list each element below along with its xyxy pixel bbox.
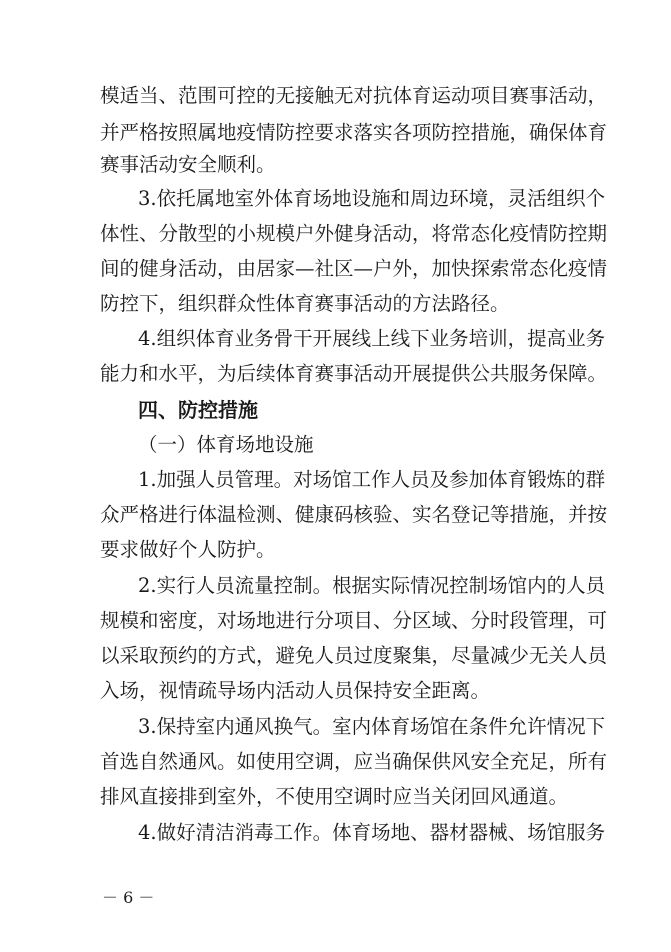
paragraph-line: 入场，视情疏导场内活动人员保持安全距离。: [100, 679, 491, 702]
paragraph-line: 众严格进行体温检测、健康码核验、实名登记等措施，并按: [100, 503, 608, 526]
paragraph-line: 间的健身活动，由居家—社区—户外，加快探索常态化疫情: [100, 257, 608, 280]
paragraph-line: 防控下，组织群众性体育赛事活动的方法路径。: [100, 292, 510, 315]
paragraph-line: 赛事活动安全顺利。: [100, 153, 276, 176]
paragraph-line: 能力和水平，为后续体育赛事活动开展提供公共服务保障。: [100, 362, 608, 385]
paragraph-line: 3.依托属地室外体育场地设施和周边环境，灵活组织个: [138, 187, 606, 210]
paragraph-line: 排风直接排到室外，不使用空调时应当关闭回风通道。: [100, 785, 569, 808]
paragraph-line: 4.做好清洁消毒工作。体育场地、器材器械、场馆服务: [138, 821, 606, 844]
paragraph-line: 规模和密度，对场地进行分项目、分区域、分时段管理，可: [100, 609, 608, 632]
paragraph-line: 2.实行人员流量控制。根据实际情况控制场馆内的人员: [138, 574, 606, 597]
paragraph-line: 模适当、范围可控的无接触无对抗体育运动项目赛事活动，: [100, 84, 608, 107]
paragraph-line: 以采取预约的方式，避免人员过度聚集，尽量减少无关人员: [100, 644, 608, 667]
paragraph-line: 并严格按照属地疫情防控要求落实各项防控措施，确保体育: [100, 121, 608, 144]
paragraph-line: 3.保持室内通风换气。室内体育场馆在条件允许情况下: [138, 715, 606, 738]
paragraph-line: 4.组织体育业务骨干开展线上线下业务培训，提高业务: [138, 327, 606, 350]
paragraph-line: 要求做好个人防护。: [100, 538, 276, 561]
paragraph-line: 1.加强人员管理。对场馆工作人员及参加体育锻炼的群: [138, 468, 606, 491]
paragraph-line: 体性、分散型的小规模户外健身活动，将常态化疫情防控期: [100, 222, 608, 245]
section-heading: 四、防控措施: [138, 398, 258, 422]
subsection-heading: （一）体育场地设施: [138, 433, 314, 456]
page-number: － 6 －: [102, 888, 155, 907]
paragraph-line: 首选自然通风。如使用空调，应当确保供风安全充足，所有: [100, 750, 608, 773]
